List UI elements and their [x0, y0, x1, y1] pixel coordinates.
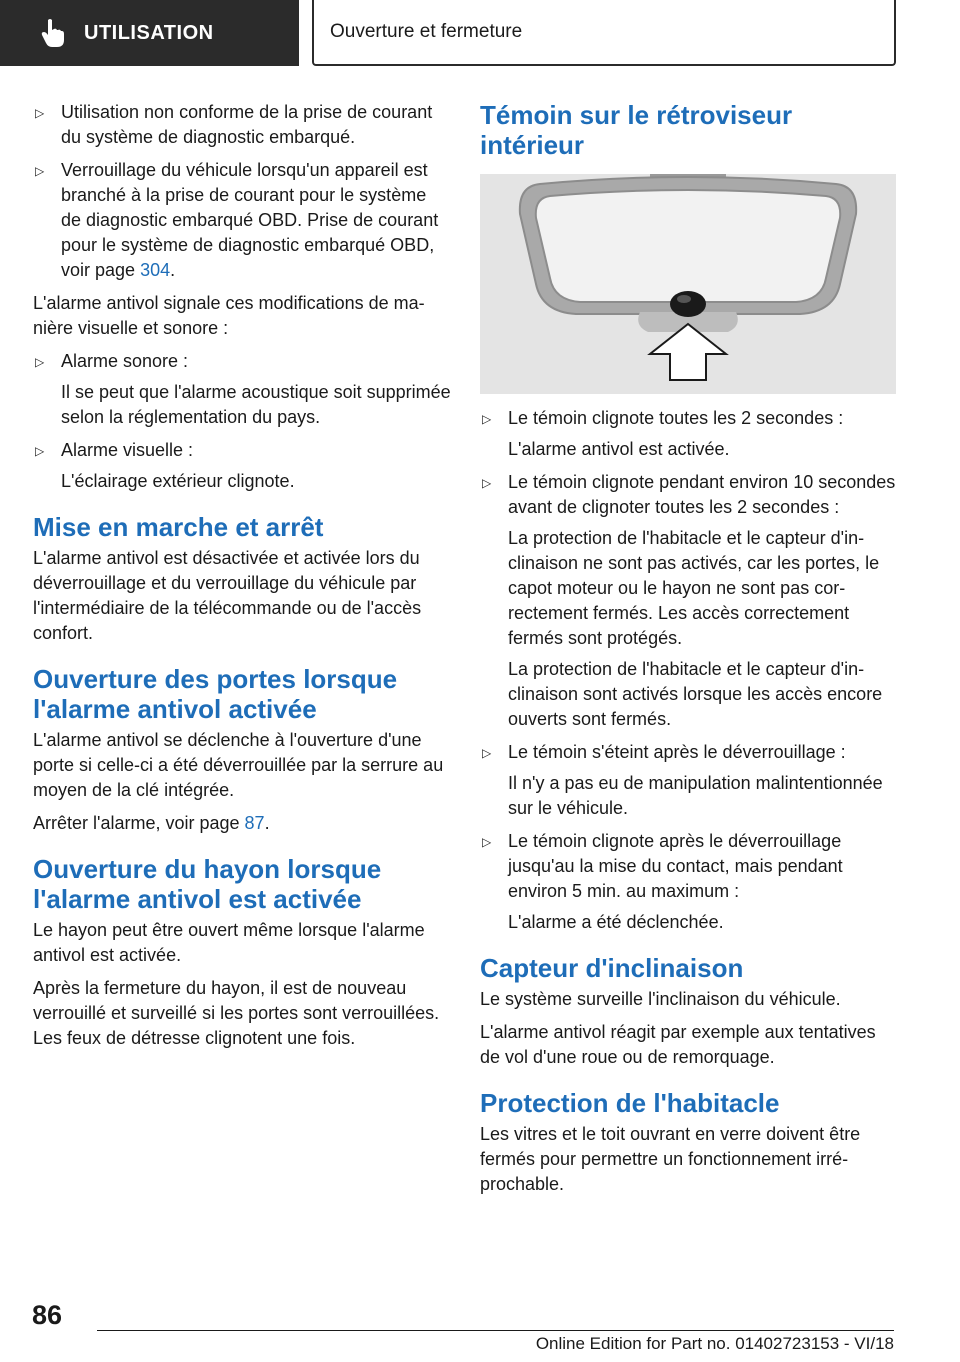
paragraph: Après la fermeture du hayon, il est de nouveau verrouillé et surveillé si les portes sont verrouillées. Les feux de détresse clignotent une fois.: [33, 978, 440, 1048]
list-item: ▷ Le témoin s'éteint après le déverrouillage :: [480, 740, 896, 765]
footer-edition: Online Edition for Part no. 01402723153 - VI/18: [535, 1334, 894, 1353]
bullet-triangle-icon: ▷: [35, 355, 45, 369]
heading-capteur: Capteur d'inclinaison: [480, 953, 744, 983]
paragraph: Le hayon peut être ouvert même lorsque l'alarme antivol est activée.: [33, 920, 425, 965]
hand-pointer-icon: [40, 18, 66, 48]
list-item-detail: La protection de l'habitacle et le capteur d'inclinaison ne sont pas activés, car les portes, le capot moteur ou le hayon ne sont pas correctement fermés. Les accès correctement fermés sont protégés.: [508, 528, 880, 648]
paragraph: L'alarme antivol réagit par exemple aux tentatives de vol d'une roue ou de remorquage.: [480, 1022, 876, 1067]
paragraph: L'alarme antivol est désactivée et activée lors du déverrouillage et du verrouillage du véhicule par l'intermédiaire de la télécommande ou de l'accès confort.: [33, 548, 422, 643]
heading-ouverture-portes: Ouverture des portes lorsque l'alarme antivol activée: [33, 664, 398, 724]
heading-ouverture-hayon: Ouverture du hayon lorsque l'alarme antivol est activée: [33, 854, 382, 914]
footer-divider: [97, 1330, 894, 1331]
page-number: 86: [32, 1300, 63, 1330]
paragraph: L'alarme antivol se déclenche à l'ouverture d'une porte si celle-ci a été déverrouillée par la serrure au moyen de la clé intégrée.: [33, 730, 444, 800]
bullet-triangle-icon: ▷: [482, 476, 492, 490]
list-item-detail: L'alarme a été déclenchée.: [508, 912, 724, 932]
bullet-triangle-icon: ▷: [482, 746, 492, 760]
list-item: ▷ Le témoin clignote après le déverrouillage jusqu'au la mise du contact, mais pendant environ 5 min. au maximum :: [482, 831, 843, 901]
bullet-triangle-icon: ▷: [35, 164, 45, 178]
paragraph: Les vitres et le toit ouvrant en verre doivent être fermés pour permettre un fonctionnement irréprochable.: [480, 1124, 861, 1194]
list-item: ▷ Alarme visuelle :: [33, 438, 451, 463]
list-item: ▷ Utilisation non conforme de la prise de courant du système de diagnostic embarqué.: [35, 102, 433, 147]
list-item-detail: L'éclairage extérieur clignote.: [61, 471, 295, 491]
heading-temoin: Témoin sur le rétroviseur intérieur: [480, 100, 793, 160]
list-item: ▷ Le témoin clignote toutes les 2 secondes :: [480, 406, 896, 431]
rearview-mirror-image: [480, 174, 896, 394]
list-item: ▷ Le témoin clignote pendant environ 10 secondes avant de clignoter toutes les 2 secondes :: [482, 472, 896, 517]
paragraph: Le système surveille l'inclinaison du véhicule.: [480, 989, 841, 1009]
right-column: [480, 100, 896, 1205]
paragraph: Arrêter l'alarme, voir page 87.: [33, 813, 270, 833]
list-item-detail: La protection de l'habitacle et le capteur d'inclinaison sont activés lorsque les accès encore ouverts sont fermés.: [508, 659, 883, 729]
heading-protection: Protection de l'habitacle: [480, 1088, 780, 1118]
chapter-title: Ouverture et fermeture: [330, 21, 523, 42]
mirror-illustration: [480, 174, 896, 394]
page-link[interactable]: 87: [244, 813, 265, 833]
bullet-triangle-icon: ▷: [482, 835, 492, 849]
section-title: UTILISATION: [84, 21, 214, 44]
paragraph: L'alarme antivol signale ces modifications de manière visuelle et sonore :: [33, 293, 425, 338]
list-item: ▷ Verrouillage du véhicule lorsqu'un appareil est branché à la prise de courant pour le système de diagnostic embarqué OBD. Prise de courant pour le système de diagnostic embarqué OBD, voir page 304.: [35, 160, 439, 280]
bullet-triangle-icon: ▷: [35, 106, 45, 120]
page-link[interactable]: 304: [140, 260, 171, 280]
bullet-triangle-icon: ▷: [35, 444, 45, 458]
list-item-detail: Il n'y a pas eu de manipulation malintentionnée sur le véhicule.: [508, 773, 883, 818]
header-chapter-tab: [312, 0, 896, 66]
list-item-detail: Il se peut que l'alarme acoustique soit supprimée selon la réglementation du pays.: [61, 382, 451, 427]
heading-mise-en-marche: Mise en marche et arrêt: [33, 512, 324, 542]
list-item-detail: L'alarme antivol est activée.: [508, 439, 730, 459]
bullet-triangle-icon: ▷: [482, 412, 492, 426]
list-item: ▷ Alarme sonore :: [33, 349, 451, 374]
left-column: [33, 100, 451, 1059]
header-section-tab: [0, 0, 299, 66]
